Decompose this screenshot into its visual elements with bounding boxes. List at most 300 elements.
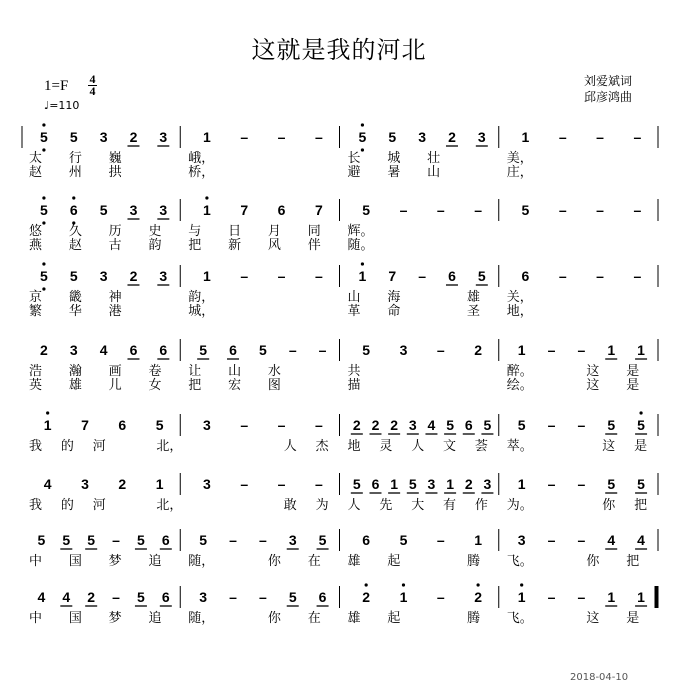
lyric-syllable: 雄 — [347, 554, 361, 569]
lyric-syllable: 这 — [586, 611, 600, 626]
lyric-syllable: 桥， — [188, 165, 215, 180]
lyric-syllable: 国 — [68, 611, 82, 626]
composer-credit: 邱彦鸿曲 — [584, 90, 633, 104]
jianpu-note: 1 — [446, 476, 455, 492]
jianpu-note: 3 — [159, 202, 168, 218]
jianpu-note: 5 — [69, 268, 78, 284]
jianpu-note: – — [547, 589, 556, 605]
tempo-marking: ♩=110 — [44, 99, 80, 112]
jianpu-note: 3 — [81, 476, 89, 492]
lyric-syllable: 人 — [283, 439, 297, 454]
jianpu-note: – — [577, 417, 586, 433]
jianpu-note: – — [277, 268, 286, 284]
lyric-syllable: 山 — [347, 290, 361, 305]
lyric-syllable: 腾 — [466, 611, 480, 626]
jianpu-note: – — [258, 589, 267, 605]
lyric-syllable: 梦 — [108, 611, 122, 626]
octave-dot-high — [639, 411, 642, 414]
jianpu-note: – — [633, 268, 642, 284]
lyric-syllable: 随， — [188, 611, 215, 626]
jianpu-note: 1 — [390, 476, 399, 492]
lyric-syllable: 畿 — [68, 290, 82, 305]
jianpu-note: 5 — [137, 532, 145, 548]
lyric-syllable: 是 — [634, 439, 648, 454]
lyric-syllable: 古 — [108, 238, 122, 253]
jianpu-note: 7 — [240, 202, 249, 218]
jianpu-note: 5 — [362, 342, 371, 358]
lyric-syllable: 久 — [68, 224, 82, 239]
lyric-syllable: 把 — [188, 378, 202, 393]
jianpu-note: – — [633, 129, 642, 145]
jianpu-note: – — [314, 268, 323, 284]
jianpu-note: 6 — [69, 202, 78, 218]
lyric-syllable: 雄 — [68, 378, 82, 393]
lyric-syllable: 是 — [626, 378, 640, 393]
lyric-syllable: 美， — [506, 151, 533, 166]
octave-dot-high — [365, 583, 368, 586]
jianpu-note: 5 — [607, 417, 616, 433]
lyric-syllable: 韵 — [148, 238, 162, 253]
lyric-syllable: 长 — [347, 151, 361, 166]
lyric-syllable: 月 — [267, 224, 281, 239]
octave-dot-low — [361, 148, 364, 151]
jianpu-note: – — [240, 476, 249, 492]
lyric-syllable: 庄， — [506, 165, 533, 180]
jianpu-note: – — [436, 589, 445, 605]
lyric-syllable: 文 — [443, 439, 457, 454]
jianpu-note: 6 — [118, 417, 127, 433]
jianpu-note: 3 — [203, 417, 211, 433]
jianpu-note: – — [314, 476, 323, 492]
key-signature: 1=F — [44, 78, 69, 94]
footer-date: 2018-04-10 — [570, 672, 629, 683]
jianpu-note: 6 — [362, 532, 371, 548]
jianpu-note: – — [240, 417, 249, 433]
lyric-syllable: 随。 — [347, 238, 374, 253]
lyric-syllable: 追 — [148, 611, 162, 626]
jianpu-note: 3 — [477, 129, 486, 145]
lyric-syllable: 港 — [108, 304, 122, 319]
jianpu-note: – — [577, 342, 586, 358]
octave-dot-high — [520, 583, 523, 586]
jianpu-note: 3 — [418, 129, 427, 145]
jianpu-note: 6 — [161, 589, 170, 605]
jianpu-note: – — [112, 589, 120, 605]
jianpu-note: 3 — [159, 129, 168, 145]
lyric-syllable: 行 — [68, 151, 82, 166]
jianpu-note: 1 — [203, 129, 211, 145]
jianpu-note: 1 — [637, 342, 645, 358]
jianpu-note: 6 — [521, 268, 530, 284]
lyric-syllable: 暑 — [387, 165, 401, 180]
lyric-syllable: 城， — [188, 304, 215, 319]
lyric-syllable: 新 — [228, 238, 242, 253]
jianpu-note: – — [474, 202, 482, 218]
lyric-syllable: 我 — [29, 498, 43, 513]
jianpu-note: 4 — [607, 532, 616, 548]
lyric-syllable: 的 — [60, 439, 74, 454]
lyric-syllable: 雄 — [347, 611, 361, 626]
lyric-syllable: 辉。 — [347, 224, 374, 239]
jianpu-note: 6 — [161, 532, 170, 548]
lyric-syllable: 城 — [387, 151, 401, 166]
octave-dot-high — [42, 262, 45, 265]
jianpu-note: 1 — [474, 532, 482, 548]
lyric-syllable: 儿 — [108, 378, 122, 393]
jianpu-note: 5 — [40, 268, 48, 284]
jianpu-note: – — [577, 589, 586, 605]
jianpu-note: 4 — [637, 532, 645, 548]
lyric-syllable: 在 — [307, 611, 321, 626]
lyric-syllable: 是 — [626, 364, 640, 379]
lyric-syllable: 梦 — [108, 554, 122, 569]
jianpu-note: – — [436, 532, 445, 548]
jianpu-note: 3 — [203, 476, 211, 492]
jianpu-note: – — [547, 476, 556, 492]
jianpu-note: 2 — [87, 589, 96, 605]
jianpu-note: – — [436, 202, 445, 218]
jianpu-note: 6 — [159, 342, 168, 358]
jianpu-note: 5 — [99, 202, 108, 218]
page-title: 这就是我的河北 — [251, 36, 427, 64]
lyric-syllable: 追 — [148, 554, 162, 569]
jianpu-note: – — [596, 129, 604, 145]
lyric-syllable: 关， — [506, 290, 533, 305]
octave-dot-high — [361, 262, 364, 265]
jianpu-note: – — [229, 589, 237, 605]
jianpu-note: 5 — [199, 532, 208, 548]
jianpu-note: 5 — [318, 532, 327, 548]
lyric-syllable: 女 — [148, 378, 162, 393]
jianpu-note: 2 — [129, 129, 138, 145]
lyric-syllable: 人 — [411, 439, 425, 454]
jianpu-note: 2 — [474, 342, 482, 358]
jianpu-note: 6 — [448, 268, 456, 284]
lyric-syllable: 中 — [29, 611, 43, 626]
jianpu-note: 5 — [358, 129, 367, 145]
octave-dot-high — [205, 196, 208, 199]
lyric-syllable: 同 — [307, 224, 321, 239]
jianpu-note: 5 — [40, 129, 48, 145]
jianpu-note: – — [277, 476, 286, 492]
jianpu-note: 5 — [258, 342, 267, 358]
lyric-syllable: 命 — [387, 304, 401, 319]
jianpu-note: 4 — [43, 476, 52, 492]
jianpu-note: 5 — [637, 476, 645, 492]
lyric-syllable: 腾 — [466, 554, 480, 569]
lyric-syllable: 神 — [108, 290, 122, 305]
jianpu-note: 4 — [427, 417, 436, 433]
lyric-syllable: 这 — [602, 439, 616, 454]
lyric-syllable: 英 — [29, 378, 43, 393]
lyric-syllable: 北， — [156, 498, 183, 513]
jianpu-note: – — [277, 129, 286, 145]
octave-dot-high — [402, 583, 405, 586]
octave-dot-low — [42, 221, 45, 224]
lyric-syllable: 作 — [474, 498, 488, 513]
jianpu-note: 5 — [483, 417, 492, 433]
jianpu-note: 2 — [390, 417, 399, 433]
jianpu-note: – — [633, 202, 642, 218]
jianpu-note: 2 — [362, 589, 371, 605]
lyric-syllable: 浩 — [29, 364, 43, 379]
lyric-syllable: 这 — [586, 378, 600, 393]
lyricist-credit: 刘爱斌词 — [584, 74, 633, 88]
lyric-syllable: 瀚 — [68, 364, 82, 379]
lyric-syllable: 荟 — [474, 439, 488, 454]
jianpu-note: – — [436, 342, 445, 358]
jianpu-note: 1 — [517, 342, 526, 358]
jianpu-note: 7 — [388, 268, 397, 284]
jianpu-note: – — [547, 532, 556, 548]
jianpu-note: 1 — [521, 129, 530, 145]
jianpu-note: 1 — [607, 589, 616, 605]
lyric-syllable: 华 — [68, 304, 82, 319]
jianpu-note: 1 — [203, 268, 211, 284]
octave-dot-high — [476, 583, 479, 586]
jianpu-note: 7 — [81, 417, 89, 433]
jianpu-note: 6 — [277, 202, 286, 218]
jianpu-note: 3 — [427, 476, 436, 492]
lyric-syllable: 日 — [228, 224, 242, 239]
lyric-syllable: 河 — [92, 498, 106, 513]
jianpu-note: 7 — [314, 202, 323, 218]
jianpu-note: 5 — [521, 202, 530, 218]
lyric-syllable: 河 — [92, 439, 106, 454]
lyric-syllable: 的 — [60, 498, 74, 513]
lyric-syllable: 水 — [267, 364, 281, 379]
jianpu-note: – — [288, 342, 297, 358]
lyric-syllable: 随， — [188, 554, 215, 569]
jianpu-note: 1 — [517, 589, 526, 605]
lyric-syllable: 地， — [506, 304, 533, 319]
lyric-syllable: 把 — [626, 554, 640, 569]
jianpu-note: – — [596, 268, 604, 284]
jianpu-note: – — [314, 129, 323, 145]
jianpu-note: – — [558, 202, 567, 218]
lyric-syllable: 革 — [347, 304, 361, 319]
jianpu-note: 5 — [62, 532, 71, 548]
lyric-syllable: 你 — [602, 498, 616, 513]
lyric-syllable: 韵， — [188, 290, 215, 305]
jianpu-note: – — [558, 129, 567, 145]
jianpu-note: 5 — [40, 202, 48, 218]
lyric-syllable: 飞。 — [506, 554, 533, 569]
octave-dot-high — [361, 123, 364, 126]
jianpu-note: 5 — [408, 476, 417, 492]
lyric-syllable: 我 — [29, 439, 43, 454]
jianpu-note: – — [596, 202, 604, 218]
jianpu-note: 5 — [155, 417, 164, 433]
lyric-syllable: 北， — [156, 439, 183, 454]
jianpu-note: 1 — [517, 476, 526, 492]
octave-dot-low — [42, 148, 45, 151]
jianpu-note: 6 — [129, 342, 138, 358]
lyric-syllable: 地 — [347, 439, 361, 454]
jianpu-note: 3 — [517, 532, 526, 548]
jianpu-note: 2 — [474, 589, 482, 605]
jianpu-note: 2 — [40, 342, 48, 358]
jianpu-note: 1 — [637, 589, 645, 605]
lyric-syllable: 风 — [267, 238, 281, 253]
jianpu-note: 5 — [69, 129, 78, 145]
lyric-syllable: 海 — [387, 290, 401, 305]
lyric-syllable: 这 — [586, 364, 600, 379]
jianpu-note: 2 — [352, 417, 361, 433]
lyric-syllable: 在 — [307, 554, 321, 569]
jianpu-note: 3 — [159, 268, 168, 284]
lyric-syllable: 先 — [379, 498, 393, 513]
lyric-syllable: 把 — [634, 498, 648, 513]
jianpu-note: – — [240, 268, 249, 284]
lyric-syllable: 你 — [586, 554, 600, 569]
jianpu-note: 3 — [99, 268, 108, 284]
jianpu-note: – — [258, 532, 267, 548]
jianpu-note: – — [418, 268, 427, 284]
lyric-syllable: 国 — [68, 554, 82, 569]
lyric-syllable: 峨， — [188, 151, 215, 166]
lyric-syllable: 敢 — [283, 498, 297, 513]
lyric-syllable: 描 — [347, 378, 361, 393]
lyric-syllable: 图 — [267, 378, 281, 393]
jianpu-note: 3 — [399, 342, 408, 358]
lyric-syllable: 赵 — [29, 165, 43, 180]
octave-dot-high — [42, 196, 45, 199]
jianpu-note: 4 — [62, 589, 71, 605]
lyric-syllable: 灵 — [379, 439, 393, 454]
jianpu-note: 5 — [517, 417, 526, 433]
jianpu-note: 4 — [37, 589, 46, 605]
jianpu-note: 6 — [318, 589, 327, 605]
lyric-syllable: 燕 — [29, 238, 43, 253]
jianpu-note: 1 — [358, 268, 367, 284]
jianpu-note: 3 — [288, 532, 297, 548]
jianpu-note: 5 — [199, 342, 208, 358]
lyric-syllable: 萃。 — [506, 439, 533, 454]
jianpu-note: 5 — [446, 417, 455, 433]
lyric-syllable: 你 — [267, 611, 281, 626]
jianpu-note: – — [558, 268, 567, 284]
lyric-syllable: 绘。 — [506, 378, 533, 393]
jianpu-note: 1 — [399, 589, 408, 605]
lyric-syllable: 历 — [108, 224, 122, 239]
jianpu-note: 5 — [288, 589, 297, 605]
lyric-syllable: 悠 — [29, 224, 43, 239]
lyric-syllable: 避 — [347, 165, 361, 180]
jianpu-note: 3 — [69, 342, 78, 358]
jianpu-note: – — [577, 476, 586, 492]
octave-dot-high — [72, 196, 75, 199]
jianpu-note: 3 — [99, 129, 108, 145]
lyric-syllable: 京 — [29, 290, 43, 305]
jianpu-note: 5 — [137, 589, 145, 605]
lyric-syllable: 雄 — [466, 290, 480, 305]
jianpu-note: 2 — [448, 129, 456, 145]
lyric-syllable: 拱 — [108, 165, 122, 180]
lyric-syllable: 赵 — [68, 238, 82, 253]
lyric-syllable: 飞。 — [506, 611, 533, 626]
lyric-syllable: 史 — [148, 224, 162, 239]
lyric-syllable: 繁 — [29, 304, 43, 319]
jianpu-note: 3 — [199, 589, 208, 605]
lyric-syllable: 山 — [228, 364, 242, 379]
lyric-syllable: 为 — [315, 498, 329, 513]
lyric-syllable: 大 — [411, 498, 425, 513]
jianpu-note: – — [229, 532, 237, 548]
jianpu-note: 2 — [118, 476, 127, 492]
jianpu-note: – — [547, 417, 556, 433]
lyric-syllable: 太 — [29, 151, 43, 166]
lyric-syllable: 圣 — [466, 304, 480, 319]
lyric-syllable: 醉。 — [506, 364, 533, 379]
jianpu-note: – — [547, 342, 556, 358]
jianpu-note: 5 — [352, 476, 361, 492]
lyric-syllable: 山 — [427, 165, 441, 180]
lyric-syllable: 与 — [188, 224, 202, 239]
jianpu-note: 1 — [203, 202, 211, 218]
lyric-syllable: 有 — [443, 498, 457, 513]
lyric-syllable: 卷 — [148, 364, 162, 379]
jianpu-note: – — [577, 532, 586, 548]
lyric-syllable: 起 — [387, 554, 401, 569]
jianpu-note: 6 — [464, 417, 473, 433]
lyric-syllable: 是 — [626, 611, 640, 626]
lyric-syllable: 人 — [347, 498, 361, 513]
jianpu-note: – — [399, 202, 408, 218]
jianpu-note: – — [318, 342, 327, 358]
jianpu-note: 4 — [99, 342, 108, 358]
jianpu-note: 3 — [483, 476, 492, 492]
jianpu-note: 5 — [362, 202, 371, 218]
jianpu-note: 6 — [229, 342, 237, 358]
lyric-syllable: 州 — [68, 165, 82, 180]
lyric-syllable: 共 — [347, 364, 361, 379]
jianpu-note: 3 — [129, 202, 138, 218]
octave-dot-high — [46, 411, 49, 414]
jianpu-note: 5 — [87, 532, 96, 548]
jianpu-note: – — [240, 129, 249, 145]
jianpu-note: 6 — [371, 476, 380, 492]
lyric-syllable: 你 — [267, 554, 281, 569]
jianpu-note: 1 — [43, 417, 52, 433]
jianpu-note: 5 — [399, 532, 408, 548]
lyric-syllable: 让 — [188, 364, 202, 379]
lyric-syllable: 伴 — [307, 238, 321, 253]
jianpu-note: 2 — [371, 417, 380, 433]
lyric-syllable: 把 — [188, 238, 202, 253]
lyric-syllable: 中 — [29, 554, 43, 569]
jianpu-note: 1 — [607, 342, 616, 358]
lyric-syllable: 杰 — [315, 439, 329, 454]
time-signature-bottom: 4 — [89, 84, 96, 98]
octave-dot-low — [42, 287, 45, 290]
jianpu-note: – — [112, 532, 120, 548]
jianpu-note: 5 — [477, 268, 486, 284]
jianpu-note: – — [277, 417, 286, 433]
jianpu-note: – — [314, 417, 323, 433]
lyric-syllable: 为。 — [506, 498, 533, 513]
lyric-syllable: 起 — [387, 611, 401, 626]
jianpu-note: 5 — [388, 129, 397, 145]
lyric-syllable: 画 — [108, 364, 122, 379]
jianpu-note: 3 — [408, 417, 417, 433]
jianpu-note: 2 — [464, 476, 473, 492]
jianpu-note: 5 — [637, 417, 645, 433]
lyric-syllable: 壮 — [427, 151, 441, 166]
time-signature-top: 4 — [89, 72, 96, 86]
lyric-syllable: 巍 — [108, 151, 122, 166]
jianpu-note: 5 — [607, 476, 616, 492]
